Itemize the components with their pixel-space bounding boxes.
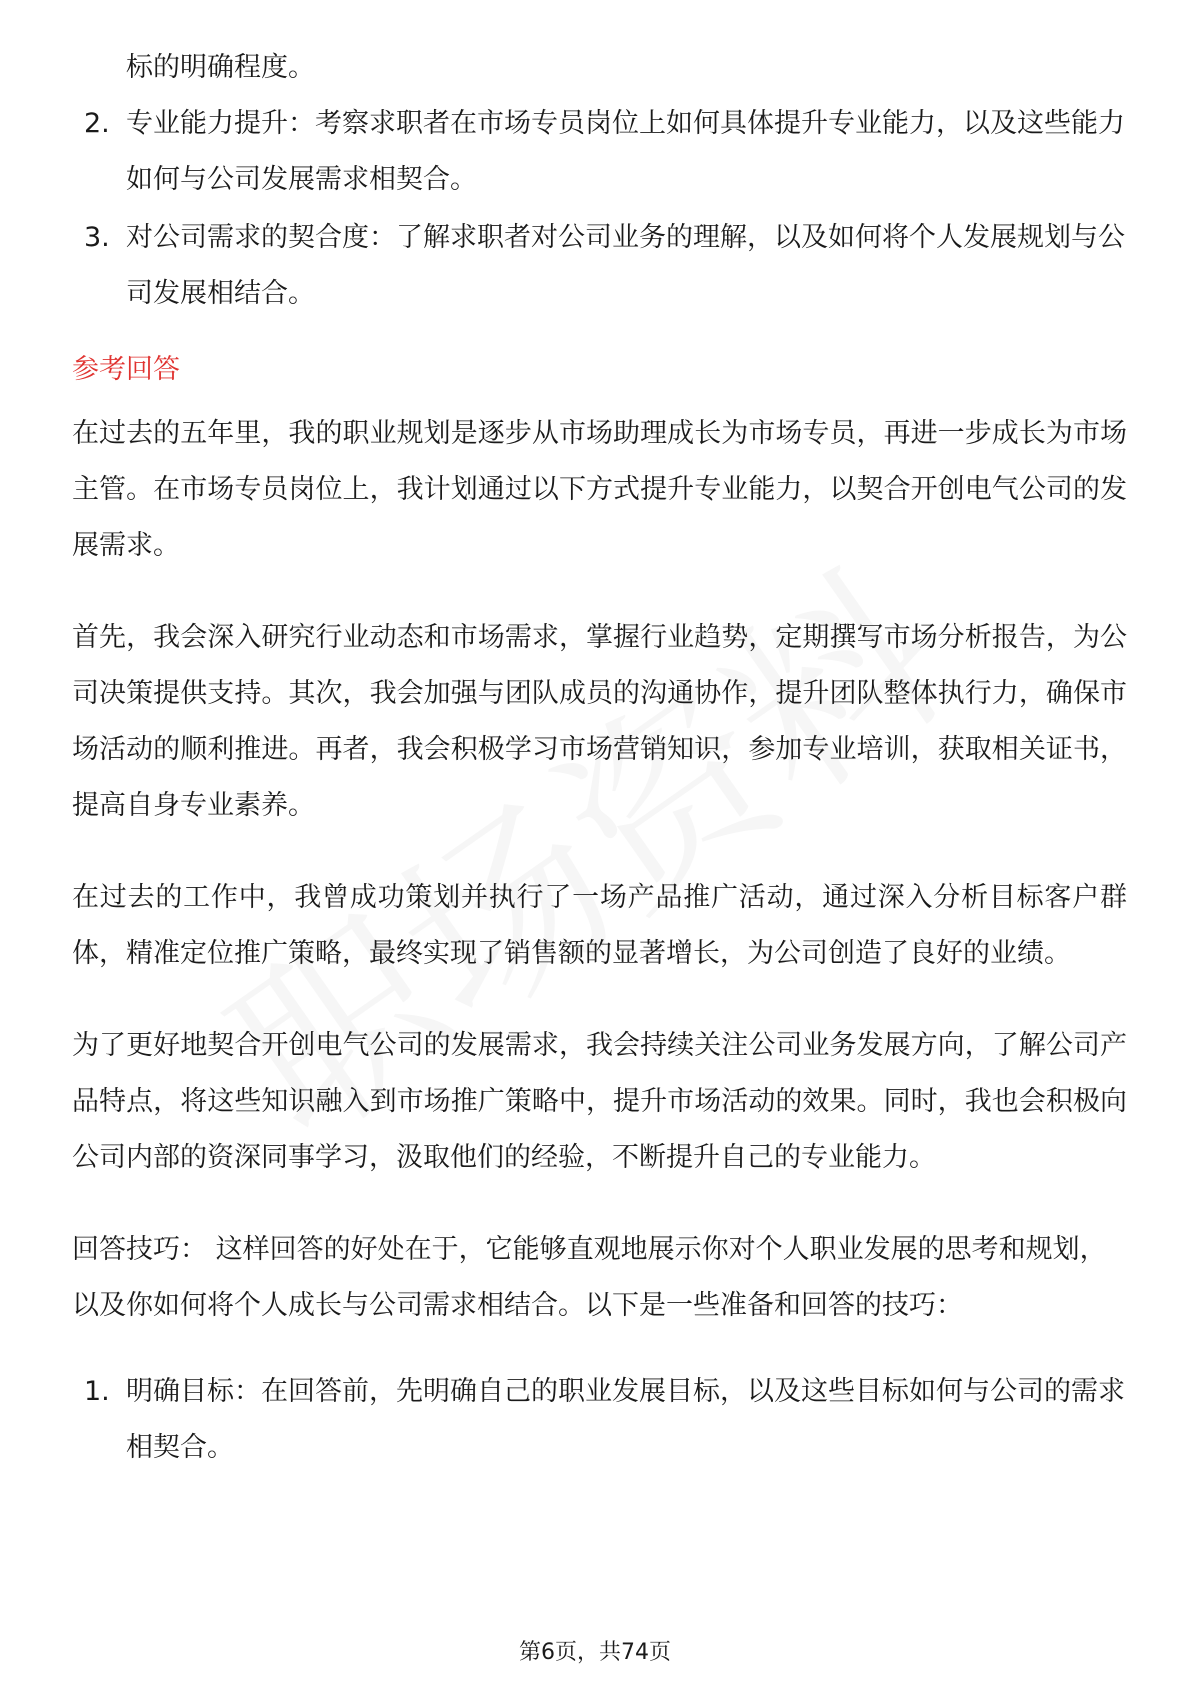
paragraph: 在过去的五年里，我的职业规划是逐步从市场助理成长为市场专员，再进一步成长为市场主管。在市场专员岗位上，我计划通过以下方式提升专业能力，以契合开创电气公司的发展需求。 <box>72 418 1127 561</box>
list-item-number: 1. <box>84 1376 110 1407</box>
list-item-text: 对公司需求的契合度：了解求职者对公司业务的理解，以及如何将个人发展规划与公司发展相结合。 <box>126 222 1125 309</box>
list-item-continuation: 标的明确程度。 <box>126 52 315 83</box>
answer-tips: 回答技巧： 这样回答的好处在于，它能够直观地展示你对个人职业发展的思考和规划，以及你如何将个人成长与公司需求相结合。以下是一些准备和回答的技巧： <box>72 1234 1107 1321</box>
list-item <box>72 1364 1127 1476</box>
list-item <box>72 96 1127 208</box>
list-item-number: 2. <box>84 108 110 139</box>
paragraph: 为了更好地契合开创电气公司的发展需求，我会持续关注公司业务发展方向，了解公司产品特点，将这些知识融入到市场推广策略中，提升市场活动的效果。同时，我也会积极向公司内部的资深同事学习，汲取他们的经验，不断提升自己的专业能力。 <box>72 1030 1127 1173</box>
section-title: 参考回答 <box>72 354 180 385</box>
list-item-number: 3. <box>84 222 110 253</box>
paragraph: 在过去的工作中，我曾成功策划并执行了一场产品推广活动，通过深入分析目标客户群体，精准定位推广策略，最终实现了销售额的显著增长，为公司创造了良好的业绩。 <box>72 882 1127 969</box>
paragraph: 首先，我会深入研究行业动态和市场需求，掌握行业趋势，定期撰写市场分析报告，为公司决策提供支持。其次，我会加强与团队成员的沟通协作，提升团队整体执行力，确保市场活动的顺利推进。再者，我会积极学习市场营销知识，参加专业培训，获取相关证书，提高自身专业素养。 <box>72 622 1127 821</box>
list-item-text: 专业能力提升：考察求职者在市场专员岗位上如何具体提升专业能力，以及这些能力如何与公司发展需求相契合。 <box>126 108 1125 195</box>
list-item <box>72 210 1127 322</box>
list-item-text: 明确目标：在回答前，先明确自己的职业发展目标，以及这些目标如何与公司的需求相契合。 <box>126 1376 1125 1463</box>
document-body <box>72 40 1127 1478</box>
page-footer: 第6页，共74页 <box>519 1640 671 1665</box>
